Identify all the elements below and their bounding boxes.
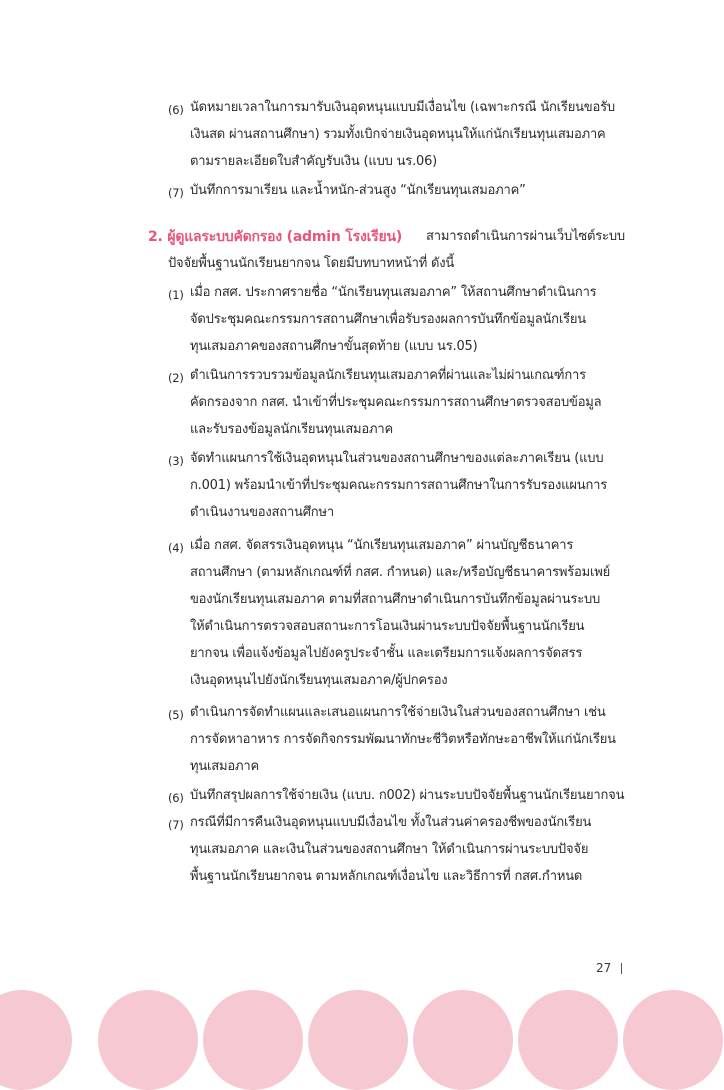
page-number: 27 <box>596 961 612 975</box>
item-text-line: เมื่อ กสศ. จัดสรรเงินอุดหนุน “นักเรียนทุนเสมอภาค” ผ่านบัญชีธนาคาร <box>190 538 574 553</box>
item-text-line: จัดประชุมคณะกรรมการสถานศึกษาเพื่อรับรองผลการบันทึกข้อมูลนักเรียน <box>190 312 586 327</box>
item-text-line: ของนักเรียนทุนเสมอภาค ตามที่สถานศึกษาดำเนินการบันทึกข้อมูลผ่านระบบ <box>190 592 601 607</box>
item-text-line: สถานศึกษา (ตามหลักเกณฑ์ที่ กสศ. กำหนด) และ/หรือบัญชีธนาคารพร้อมเพย์ <box>190 565 611 580</box>
item-number: (1) <box>168 288 184 302</box>
item-text-line: ให้ดำเนินการตรวจสอบสถานะการโอนเงินผ่านระบบปัจจัยพื้นฐานนักเรียน <box>190 619 585 634</box>
item-text-line: เมื่อ กสศ. ประกาศรายชื่อ “นักเรียนทุนเสมอภาค” ให้สถานศึกษาดำเนินการ <box>190 285 597 300</box>
item-text-line: จัดทำแผนการใช้เงินอุดหนุนในส่วนของสถานศึกษาของแต่ละภาคเรียน (แบบ <box>190 451 604 466</box>
item-text-line: ดำเนินการจัดทำแผนและเสนอแผนการใช้จ่ายเงินในส่วนของสถานศึกษา เช่น <box>190 705 606 720</box>
item-text-line: เงินสด ผ่านสถานศึกษา) รวมทั้งเบิกจ่ายเงินอุดหนุนให้แก่นักเรียนทุนเสมอภาค <box>190 127 606 142</box>
item-text-line: และรับรองข้อมูลนักเรียนทุนเสมอภาค <box>190 422 393 437</box>
decorative-circle <box>518 990 618 1090</box>
item-text-line: ทุนเสมอภาค และเงินในส่วนของสถานศึกษา ให้ดำเนินการผ่านระบบปัจจัย <box>190 842 589 857</box>
item-text-line: คัดกรองจาก กสศ. นำเข้าที่ประชุมคณะกรรมการสถานศึกษาตรวจสอบข้อมูล <box>190 395 602 410</box>
decorative-circle <box>98 990 198 1090</box>
item-text-line: กรณีที่มีการคืนเงินอุดหนุนแบบมีเงื่อนไข ทั้งในส่วนค่าครองชีพของนักเรียน <box>190 815 592 830</box>
decorative-circle <box>308 990 408 1090</box>
item-text-line: ทุนเสมอภาคของสถานศึกษาขั้นสุดท้าย (แบบ นร.05) <box>190 339 478 354</box>
item-text-line: ตามรายละเอียดใบสำคัญรับเงิน (แบบ นร.06) <box>190 154 438 169</box>
item-text-line: บันทึกการมาเรียน และน้ำหนัก-ส่วนสูง “นักเรียนทุนเสมอภาค” <box>190 183 526 198</box>
item-text-line: ทุนเสมอภาค <box>190 759 259 774</box>
item-number: (6) <box>168 103 184 117</box>
item-text-line: บันทึกสรุปผลการใช้จ่ายเงิน (แบบ. ก002) ผ่านระบบปัจจัยพื้นฐานนักเรียนยากจน <box>190 788 625 803</box>
decorative-circle <box>623 990 723 1090</box>
item-text-line: ดำเนินงานของสถานศึกษา <box>190 505 334 520</box>
item-text-line: ก.001) พร้อมนำเข้าที่ประชุมคณะกรรมการสถานศึกษาในการรับรองแผนการ <box>190 478 608 493</box>
item-number: (5) <box>168 708 184 722</box>
item-number: (7) <box>168 186 184 200</box>
item-text-line: เงินอุดหนุนไปยังนักเรียนทุนเสมอภาค/ผู้ปกครอง <box>190 673 448 688</box>
section-intro: สามารถดำเนินการผ่านเว็บไซต์ระบบ <box>426 229 625 244</box>
page-number-separator <box>621 963 622 974</box>
decorative-circle <box>413 990 513 1090</box>
section-heading: 2. ผู้ดูแลระบบคัดกรอง (admin โรงเรียน) <box>148 229 403 245</box>
item-number: (4) <box>168 541 184 555</box>
item-text-line: นัดหมายเวลาในการมารับเงินอุดหนุนแบบมีเงื่อนไข (เฉพาะกรณี นักเรียนขอรับ <box>190 100 615 115</box>
section-intro-line: ปัจจัยพื้นฐานนักเรียนยากจน โดยมีบทบาทหน้าที่ ดังนี้ <box>168 256 455 271</box>
item-number: (3) <box>168 454 184 468</box>
decorative-circle <box>0 990 72 1090</box>
item-text-line: ดำเนินการรวบรวมข้อมูลนักเรียนทุนเสมอภาคที่ผ่านและไม่ผ่านเกณฑ์การ <box>190 368 586 383</box>
item-number: (7) <box>168 818 184 832</box>
item-text-line: พื้นฐานนักเรียนยากจน ตามหลักเกณฑ์เงื่อนไข และวิธีการที่ กสศ.กำหนด <box>190 869 583 884</box>
item-text-line: ยากจน เพื่อแจ้งข้อมูลไปยังครูประจำชั้น และเตรียมการแจ้งผลการจัดสรร <box>190 646 583 661</box>
item-number: (2) <box>168 371 184 385</box>
decorative-circle <box>203 990 303 1090</box>
item-number: (6) <box>168 791 184 805</box>
item-text-line: การจัดหาอาหาร การจัดกิจกรรมพัฒนาทักษะชีวิตหรือทักษะอาชีพให้แก่นักเรียน <box>190 732 616 747</box>
